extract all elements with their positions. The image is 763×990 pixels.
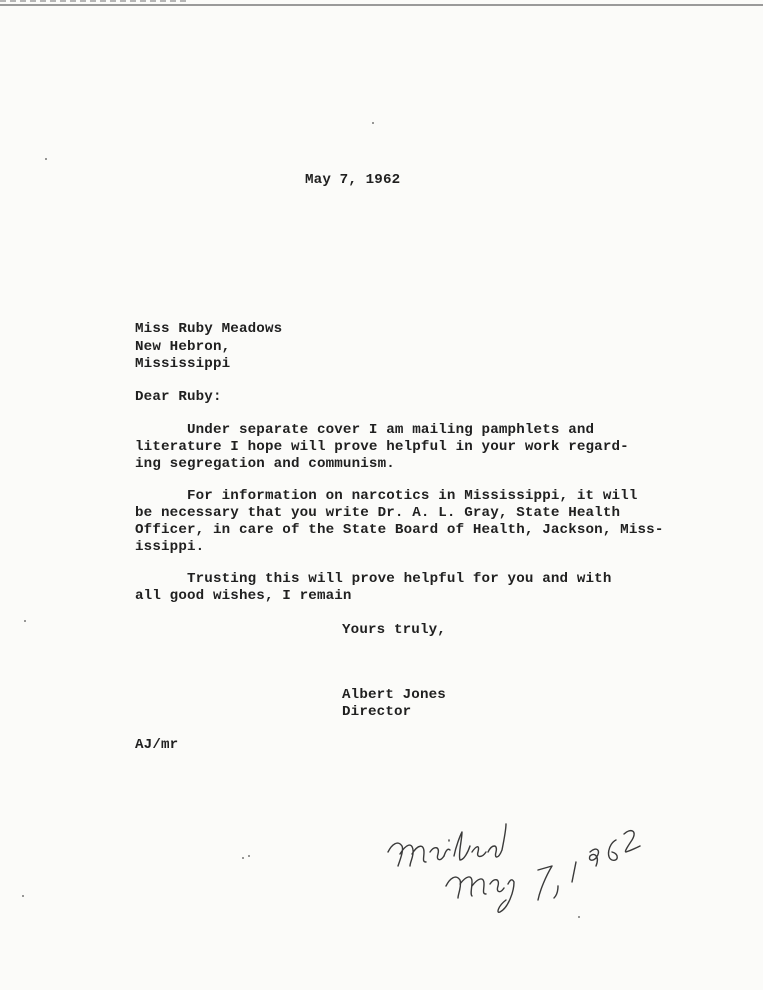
paragraph-1-line-1: Under separate cover I am mailing pamphlets and <box>135 422 595 438</box>
paragraph-2-line-2: be necessary that you write Dr. A. L. Gray, State Health <box>135 505 621 521</box>
signer-title: Director <box>342 704 412 720</box>
top-edge-dashes <box>0 0 190 2</box>
paragraph-2-line-4: issippi. <box>135 539 205 555</box>
letter-date: May 7, 1962 <box>305 172 401 188</box>
signer-name: Albert Jones <box>342 687 446 703</box>
paper-speck <box>24 620 26 622</box>
recipient-state: Mississippi <box>135 356 231 372</box>
paragraph-2-line-1: For information on narcotics in Mississippi, it will <box>135 488 638 504</box>
paper-speck <box>578 916 580 918</box>
paragraph-2-line-3: Officer, in care of the State Board of Health, Jackson, Miss- <box>135 522 664 538</box>
top-edge-rule <box>0 4 763 6</box>
paper-speck <box>45 158 47 160</box>
paper-speck <box>372 122 374 124</box>
closing: Yours truly, <box>342 622 446 638</box>
paragraph-1-line-3: ing segregation and communism. <box>135 456 395 472</box>
handwritten-mailed-note <box>380 800 670 920</box>
paper-speck <box>22 895 24 897</box>
paper-speck <box>242 857 244 859</box>
paragraph-3-line-2: all good wishes, I remain <box>135 588 352 604</box>
paragraph-1-line-2: literature I hope will prove helpful in your work regard- <box>135 439 629 455</box>
salutation: Dear Ruby: <box>135 389 222 405</box>
recipient-name: Miss Ruby Meadows <box>135 321 283 337</box>
recipient-city: New Hebron, <box>135 339 231 355</box>
typist-initials: AJ/mr <box>135 737 179 753</box>
paper-speck <box>248 855 250 857</box>
paragraph-3-line-1: Trusting this will prove helpful for you and with <box>135 571 612 587</box>
